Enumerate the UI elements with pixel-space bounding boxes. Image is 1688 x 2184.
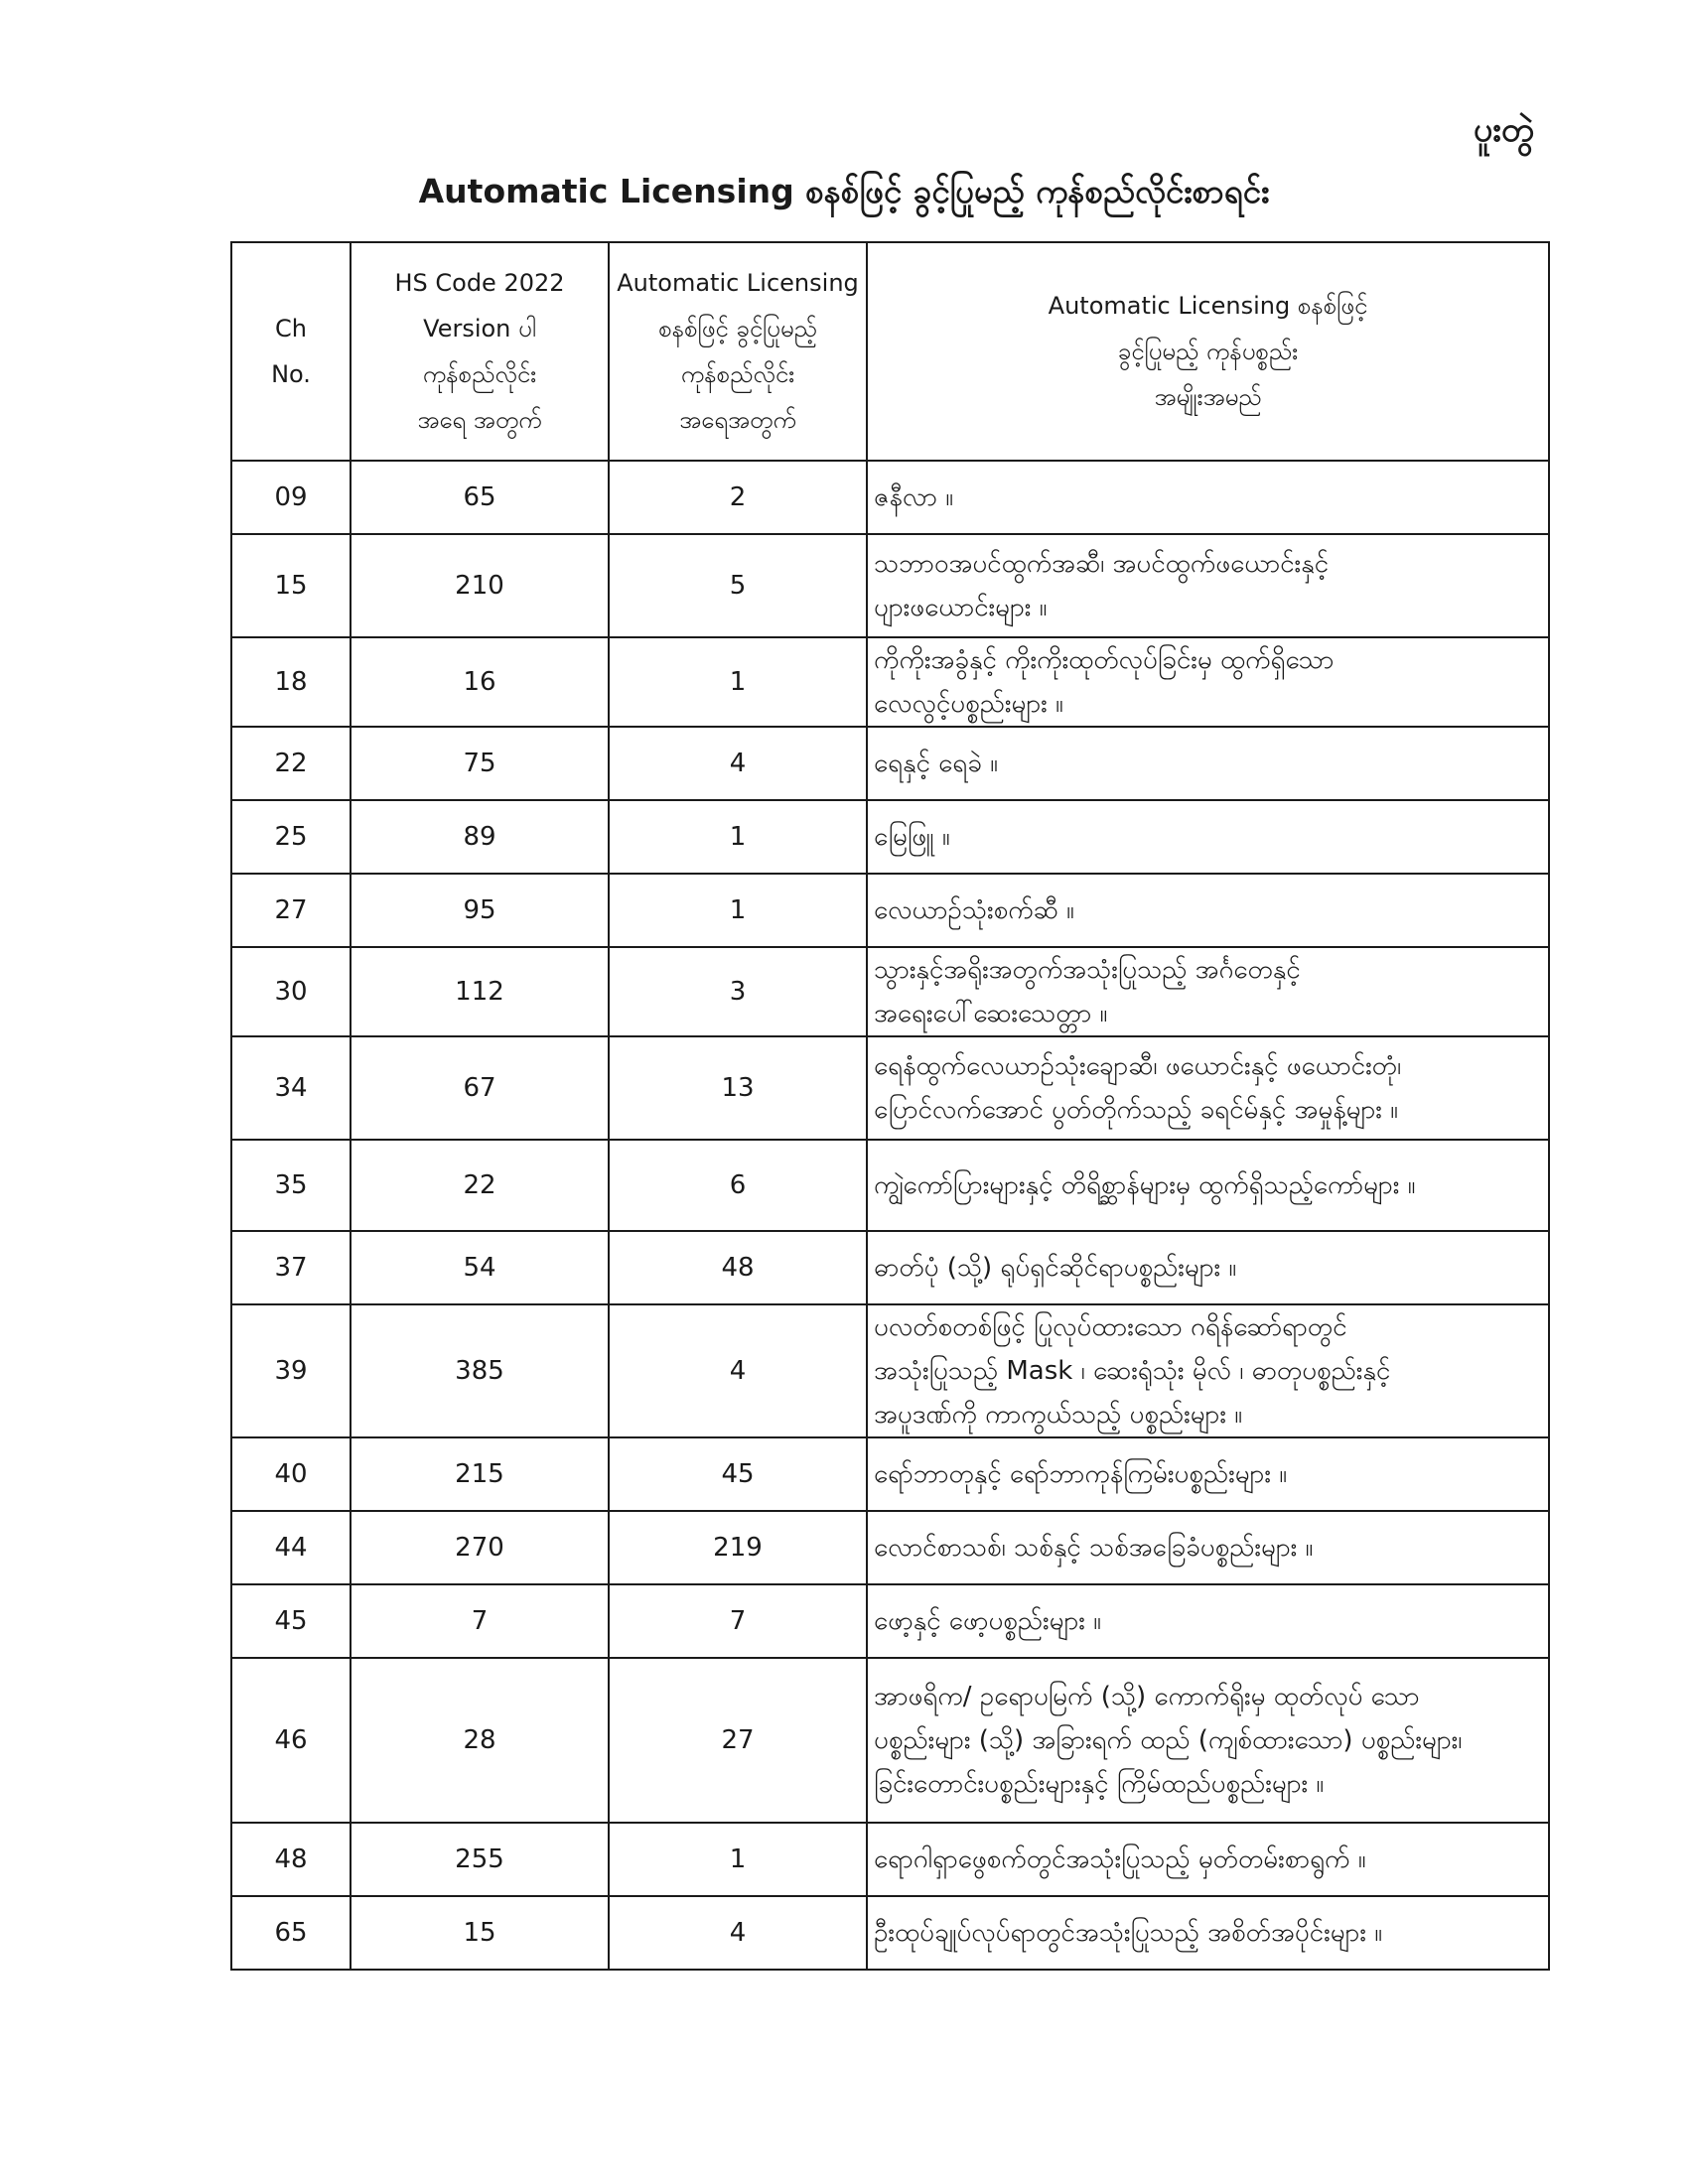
hs-code-count-cell: 255 bbox=[351, 1823, 609, 1896]
header-line: Version ပါ bbox=[423, 315, 536, 342]
header-ch-no bbox=[231, 242, 351, 461]
header-line: ကုန်စည်လိုင်း bbox=[422, 360, 537, 388]
hs-code-count-cell: 54 bbox=[351, 1231, 609, 1304]
description-line: ပြောင်လက်အောင် ပွတ်တိုက်သည့် ခရင်မ်နှင့် အမှုန့်များ ။ bbox=[874, 1095, 1399, 1125]
description-line: မြေဖြူ ။ bbox=[874, 822, 950, 852]
hs-code-count-cell: 210 bbox=[351, 534, 609, 637]
automatic-count-cell: 1 bbox=[609, 800, 867, 874]
goods-description-cell bbox=[867, 1584, 1549, 1658]
chapter-number-cell: 65 bbox=[231, 1896, 351, 1970]
hs-code-count-cell: 385 bbox=[351, 1304, 609, 1437]
goods-description-cell bbox=[867, 1437, 1549, 1511]
chapter-number-cell: 22 bbox=[231, 727, 351, 800]
goods-description-cell bbox=[867, 1896, 1549, 1970]
document-title: Automatic Licensing စနစ်ဖြင့် ခွင့်ပြုမည့် ကုန်စည်လိုင်းစာရင်း bbox=[418, 172, 1270, 210]
automatic-count-cell: 5 bbox=[609, 534, 867, 637]
automatic-count-cell: 27 bbox=[609, 1658, 867, 1823]
chapter-number-cell: 15 bbox=[231, 534, 351, 637]
description-line: အသုံးပြုသည့် Mask ၊ ဆေးရုံသုံး မိုလ် ၊ ဓာတုပစ္စည်းနှင့် bbox=[874, 1356, 1391, 1386]
goods-description-cell bbox=[867, 1823, 1549, 1896]
description-line: ပစ္စည်းများ (သို့) အခြားရက် ထည် (ကျစ်ထားသော) ပစ္စည်းများ၊ bbox=[874, 1725, 1463, 1755]
chapter-number-cell: 18 bbox=[231, 637, 351, 727]
goods-description-cell bbox=[867, 1140, 1549, 1231]
header-goods-description bbox=[867, 242, 1549, 461]
header-line: စနစ်ဖြင့် ခွင့်ပြုမည့် bbox=[658, 315, 817, 342]
table-row bbox=[231, 1896, 1549, 1970]
hs-code-count-cell: 7 bbox=[351, 1584, 609, 1658]
hs-code-count-cell: 15 bbox=[351, 1896, 609, 1970]
automatic-count-cell: 1 bbox=[609, 637, 867, 727]
automatic-count-cell: 1 bbox=[609, 1823, 867, 1896]
goods-description-cell bbox=[867, 727, 1549, 800]
chapter-number-cell: 35 bbox=[231, 1140, 351, 1231]
automatic-count-cell: 7 bbox=[609, 1584, 867, 1658]
automatic-count-cell: 219 bbox=[609, 1511, 867, 1584]
description-line: ရောဂါရှာဖွေစက်တွင်အသုံးပြုသည့် မှတ်တမ်းစာရွက် ။ bbox=[874, 1844, 1366, 1874]
table-row bbox=[231, 637, 1549, 727]
description-line: ဓာတ်ပုံ (သို့) ရုပ်ရှင်ဆိုင်ရာပစ္စည်းများ ။ bbox=[874, 1253, 1237, 1283]
header-line: Automatic Licensing စနစ်ဖြင့် bbox=[1048, 292, 1368, 320]
table-row bbox=[231, 1231, 1549, 1304]
goods-description-cell bbox=[867, 1036, 1549, 1140]
chapter-number-cell: 30 bbox=[231, 947, 351, 1036]
table-row bbox=[231, 947, 1549, 1036]
hs-code-count-cell: 28 bbox=[351, 1658, 609, 1823]
automatic-count-cell: 4 bbox=[609, 727, 867, 800]
description-line: ပျားဖယောင်းများ ။ bbox=[874, 593, 1048, 622]
description-line: လောင်စာသစ်၊ သစ်နှင့် သစ်အခြေခံပစ္စည်းများ ။ bbox=[874, 1533, 1314, 1563]
goods-description-cell bbox=[867, 534, 1549, 637]
table-row bbox=[231, 1304, 1549, 1437]
description-line: ဖော့နှင့် ဖော့ပစ္စည်းများ ။ bbox=[874, 1606, 1102, 1636]
chapter-number-cell: 39 bbox=[231, 1304, 351, 1437]
table-row bbox=[231, 1658, 1549, 1823]
table-row bbox=[231, 1437, 1549, 1511]
goods-description-cell bbox=[867, 947, 1549, 1036]
header-line: အရေ အတွက် bbox=[417, 406, 542, 434]
chapter-number-cell: 34 bbox=[231, 1036, 351, 1140]
description-line: လေလွင့်ပစ္စည်းများ ။ bbox=[874, 689, 1063, 719]
header-line: အမျိုးအမည် bbox=[1154, 383, 1262, 411]
table-row bbox=[231, 800, 1549, 874]
hs-code-count-cell: 65 bbox=[351, 461, 609, 534]
chapter-number-cell: 25 bbox=[231, 800, 351, 874]
annex-label: ပူးတွဲ bbox=[1473, 110, 1534, 150]
chapter-number-cell: 37 bbox=[231, 1231, 351, 1304]
automatic-count-cell: 4 bbox=[609, 1896, 867, 1970]
chapter-number-cell: 27 bbox=[231, 874, 351, 947]
automatic-count-cell: 3 bbox=[609, 947, 867, 1036]
description-line: လေယာဉ်သုံးစက်ဆီ ။ bbox=[874, 895, 1074, 925]
chapter-number-cell: 48 bbox=[231, 1823, 351, 1896]
goods-description-cell bbox=[867, 637, 1549, 727]
description-line: အပူဒဏ်ကို ကာကွယ်သည့် ပစ္စည်းများ ။ bbox=[874, 1400, 1243, 1430]
header-line: Ch bbox=[275, 315, 307, 342]
automatic-count-cell: 45 bbox=[609, 1437, 867, 1511]
automatic-count-cell: 48 bbox=[609, 1231, 867, 1304]
hs-code-count-cell: 16 bbox=[351, 637, 609, 727]
description-line: ခြင်းတောင်းပစ္စည်းများနှင့် ကြိမ်ထည်ပစ္စည်းများ ။ bbox=[874, 1769, 1325, 1799]
description-line: ဦးထုပ်ချုပ်လုပ်ရာတွင်အသုံးပြုသည့် အစိတ်အပိုင်းများ ။ bbox=[874, 1918, 1383, 1948]
goods-description-cell bbox=[867, 461, 1549, 534]
automatic-count-cell: 1 bbox=[609, 874, 867, 947]
header-line: HS Code 2022 bbox=[394, 269, 565, 297]
table-row bbox=[231, 534, 1549, 637]
table-row bbox=[231, 727, 1549, 800]
goods-description-cell bbox=[867, 1304, 1549, 1437]
hs-code-count-cell: 89 bbox=[351, 800, 609, 874]
header-line: Automatic Licensing bbox=[617, 269, 859, 297]
table-row bbox=[231, 1584, 1549, 1658]
description-line: ကိုကိုးအခွံနှင့် ကိုးကိုးထုတ်လုပ်ခြင်းမှ ထွက်ရှိသော bbox=[874, 645, 1335, 675]
hs-code-count-cell: 22 bbox=[351, 1140, 609, 1231]
chapter-number-cell: 40 bbox=[231, 1437, 351, 1511]
header-line: အရေအတွက် bbox=[679, 406, 796, 434]
goods-description-cell bbox=[867, 1511, 1549, 1584]
hs-code-count-cell: 112 bbox=[351, 947, 609, 1036]
description-line: ပလတ်စတစ်ဖြင့် ပြုလုပ်ထားသော ဂရိန်ဆော်ရာတွင် bbox=[874, 1312, 1347, 1342]
description-line: ကျွဲကော်ပြားများနှင့် တိရိစ္ဆာန်များမှ ထွက်ရှိသည့်ကော်များ ။ bbox=[874, 1170, 1416, 1200]
hs-code-count-cell: 67 bbox=[351, 1036, 609, 1140]
description-line: ရေနှင့် ရေခဲ ။ bbox=[874, 749, 998, 778]
automatic-count-cell: 4 bbox=[609, 1304, 867, 1437]
table-row bbox=[231, 1140, 1549, 1231]
hs-code-count-cell: 215 bbox=[351, 1437, 609, 1511]
chapter-number-cell: 45 bbox=[231, 1584, 351, 1658]
chapter-number-cell: 46 bbox=[231, 1658, 351, 1823]
description-line: ရော်ဘာတုနှင့် ရော်ဘာကုန်ကြမ်းပစ္စည်းများ ။ bbox=[874, 1459, 1288, 1489]
hs-code-count-cell: 95 bbox=[351, 874, 609, 947]
licensing-table bbox=[230, 241, 1550, 1971]
table-row bbox=[231, 1823, 1549, 1896]
description-line: သွားနှင့်အရိုးအတွက်အသုံးပြုသည့် အင်္ဂတေနှင့် bbox=[874, 955, 1301, 985]
table-row bbox=[231, 874, 1549, 947]
description-line: ဇနီလာ ။ bbox=[874, 482, 954, 512]
chapter-number-cell: 44 bbox=[231, 1511, 351, 1584]
goods-description-cell bbox=[867, 874, 1549, 947]
automatic-count-cell: 2 bbox=[609, 461, 867, 534]
header-line: ခွင့်ပြုမည့် ကုန်ပစ္စည်း bbox=[1117, 338, 1299, 365]
hs-code-count-cell: 75 bbox=[351, 727, 609, 800]
header-row bbox=[231, 242, 1549, 461]
table-row bbox=[231, 1036, 1549, 1140]
description-line: ရေနံထွက်လေယာဉ်သုံးချောဆီ၊ ဖယောင်းနှင့် ဖယောင်းတုံ၊ bbox=[874, 1051, 1402, 1081]
automatic-count-cell: 6 bbox=[609, 1140, 867, 1231]
goods-description-cell bbox=[867, 1658, 1549, 1823]
header-automatic-count bbox=[609, 242, 867, 461]
hs-code-count-cell: 270 bbox=[351, 1511, 609, 1584]
description-line: အာဖရိက/ ဥရောပမြက် (သို့) ကောက်ရိုးမှ ထုတ်လုပ် သော bbox=[874, 1682, 1420, 1711]
automatic-count-cell: 13 bbox=[609, 1036, 867, 1140]
description-line: သဘာဝအပင်ထွက်အဆီ၊ အပင်ထွက်ဖယောင်းနှင့် bbox=[874, 549, 1330, 579]
description-line: အရေးပေါ်ဆေးသေတ္တာ ။ bbox=[874, 999, 1108, 1028]
header-line: ကုန်စည်လိုင်း bbox=[680, 360, 795, 388]
table-row bbox=[231, 461, 1549, 534]
goods-description-cell bbox=[867, 800, 1549, 874]
goods-description-cell bbox=[867, 1231, 1549, 1304]
chapter-number-cell: 09 bbox=[231, 461, 351, 534]
header-line: No. bbox=[271, 360, 311, 388]
header-hs-code-count bbox=[351, 242, 609, 461]
table-row bbox=[231, 1511, 1549, 1584]
